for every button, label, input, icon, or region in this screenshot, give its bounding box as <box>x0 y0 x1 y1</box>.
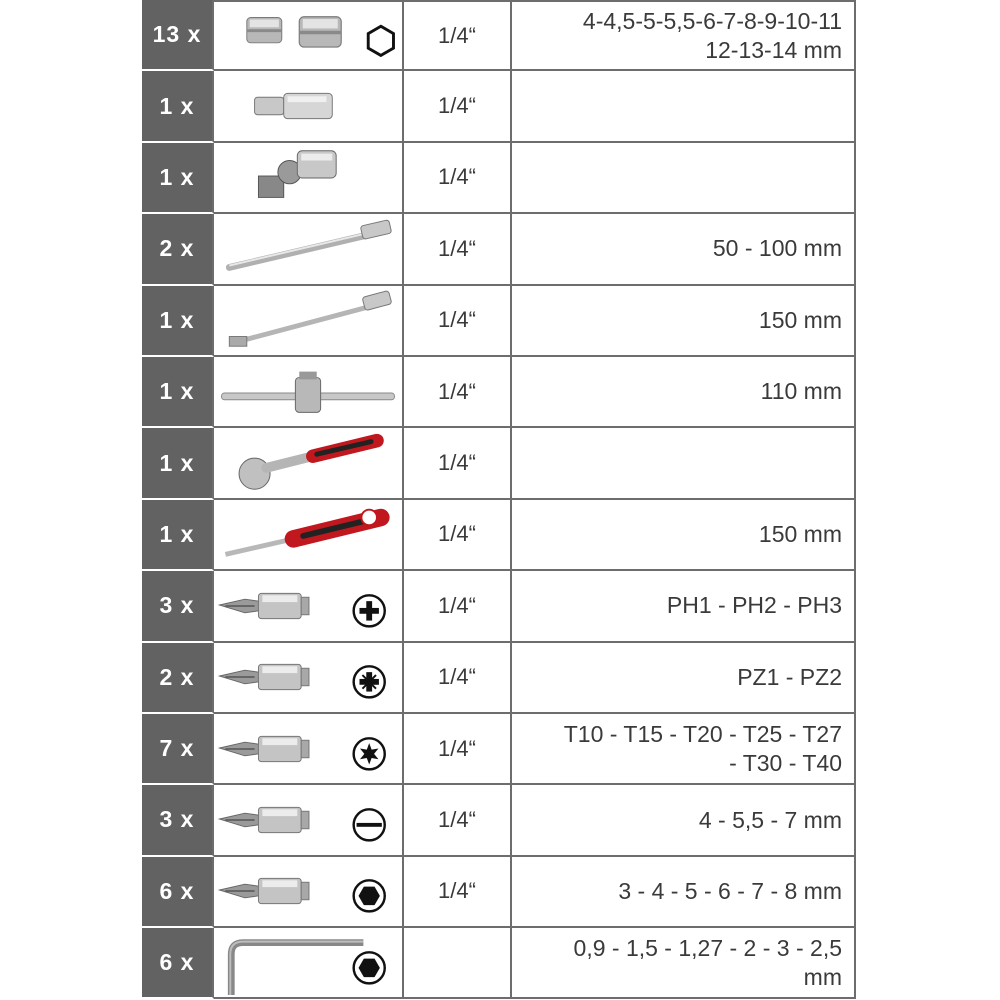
size-spec-cell: 110 mm <box>512 357 856 428</box>
tool-image-cell <box>214 428 404 499</box>
size-spec-cell: 150 mm <box>512 500 856 571</box>
tool-image-cell <box>214 500 404 571</box>
size-spec-cell <box>512 71 856 142</box>
tool-image-cell <box>214 0 404 71</box>
drive-size-cell: 1/4“ <box>404 0 512 71</box>
ratchet-image <box>215 429 401 497</box>
tool-image-cell <box>214 143 404 214</box>
bit-socket-phillips-image <box>215 572 401 640</box>
size-spec-cell: PH1 - PH2 - PH3 <box>512 571 856 642</box>
drive-size-cell: 1/4“ <box>404 428 512 499</box>
drive-size-cell <box>404 928 512 999</box>
size-spec-cell <box>512 143 856 214</box>
bit-socket-pozidriv-image <box>215 643 401 711</box>
quantity-cell: 3 x <box>142 785 214 856</box>
bit-socket-torx-image <box>215 715 401 783</box>
quantity-cell: 1 x <box>142 428 214 499</box>
tool-image-cell <box>214 643 404 714</box>
flexible-extension-image <box>215 286 401 354</box>
quantity-cell: 1 x <box>142 357 214 428</box>
tool-image-cell <box>214 928 404 999</box>
size-spec-cell: PZ1 - PZ2 <box>512 643 856 714</box>
size-spec-cell: 0,9 - 1,5 - 1,27 - 2 - 3 - 2,5 mm <box>512 928 856 999</box>
tool-list-table <box>142 0 856 1000</box>
drive-size-cell: 1/4“ <box>404 500 512 571</box>
size-spec-cell: 3 - 4 - 5 - 6 - 7 - 8 mm <box>512 857 856 928</box>
quantity-cell: 6 x <box>142 857 214 928</box>
hex-key-image <box>215 929 401 997</box>
size-spec-cell: 50 - 100 mm <box>512 214 856 285</box>
quantity-cell: 1 x <box>142 71 214 142</box>
bit-socket-slotted-image <box>215 786 401 854</box>
sliding-t-bar-image <box>215 358 401 426</box>
drive-size-cell: 1/4“ <box>404 143 512 214</box>
drive-size-cell: 1/4“ <box>404 714 512 785</box>
bit-socket-hex-image <box>215 857 401 925</box>
screwdriver-handle-image <box>215 500 401 568</box>
quantity-cell: 2 x <box>142 643 214 714</box>
tool-image-cell <box>214 357 404 428</box>
drive-size-cell: 1/4“ <box>404 571 512 642</box>
universal-joint-image <box>215 143 401 211</box>
size-spec-cell: T10 - T15 - T20 - T25 - T27 - T30 - T40 <box>512 714 856 785</box>
tool-image-cell <box>214 857 404 928</box>
drive-size-cell: 1/4“ <box>404 785 512 856</box>
size-spec-cell: 150 mm <box>512 286 856 357</box>
quantity-cell: 1 x <box>142 286 214 357</box>
size-spec-cell: 4 - 5,5 - 7 mm <box>512 785 856 856</box>
quantity-cell: 1 x <box>142 500 214 571</box>
drive-size-cell: 1/4“ <box>404 643 512 714</box>
drive-size-cell: 1/4“ <box>404 286 512 357</box>
tool-image-cell <box>214 286 404 357</box>
size-spec-cell: 4-4,5-5-5,5-6-7-8-9-10-11 12-13-14 mm <box>512 0 856 71</box>
tool-image-cell <box>214 571 404 642</box>
extension-bar-image <box>215 215 401 283</box>
quantity-cell: 2 x <box>142 214 214 285</box>
socket-set-image <box>215 2 401 70</box>
tool-image-cell <box>214 714 404 785</box>
quantity-cell: 13 x <box>142 0 214 71</box>
drive-size-cell: 1/4“ <box>404 357 512 428</box>
quantity-cell: 3 x <box>142 571 214 642</box>
size-spec-cell <box>512 428 856 499</box>
quantity-cell: 7 x <box>142 714 214 785</box>
drive-size-cell: 1/4“ <box>404 214 512 285</box>
quantity-cell: 1 x <box>142 143 214 214</box>
adapter-image <box>215 72 401 140</box>
tool-image-cell <box>214 71 404 142</box>
quantity-cell: 6 x <box>142 928 214 999</box>
tool-image-cell <box>214 214 404 285</box>
drive-size-cell: 1/4“ <box>404 71 512 142</box>
drive-size-cell: 1/4“ <box>404 857 512 928</box>
tool-image-cell <box>214 785 404 856</box>
